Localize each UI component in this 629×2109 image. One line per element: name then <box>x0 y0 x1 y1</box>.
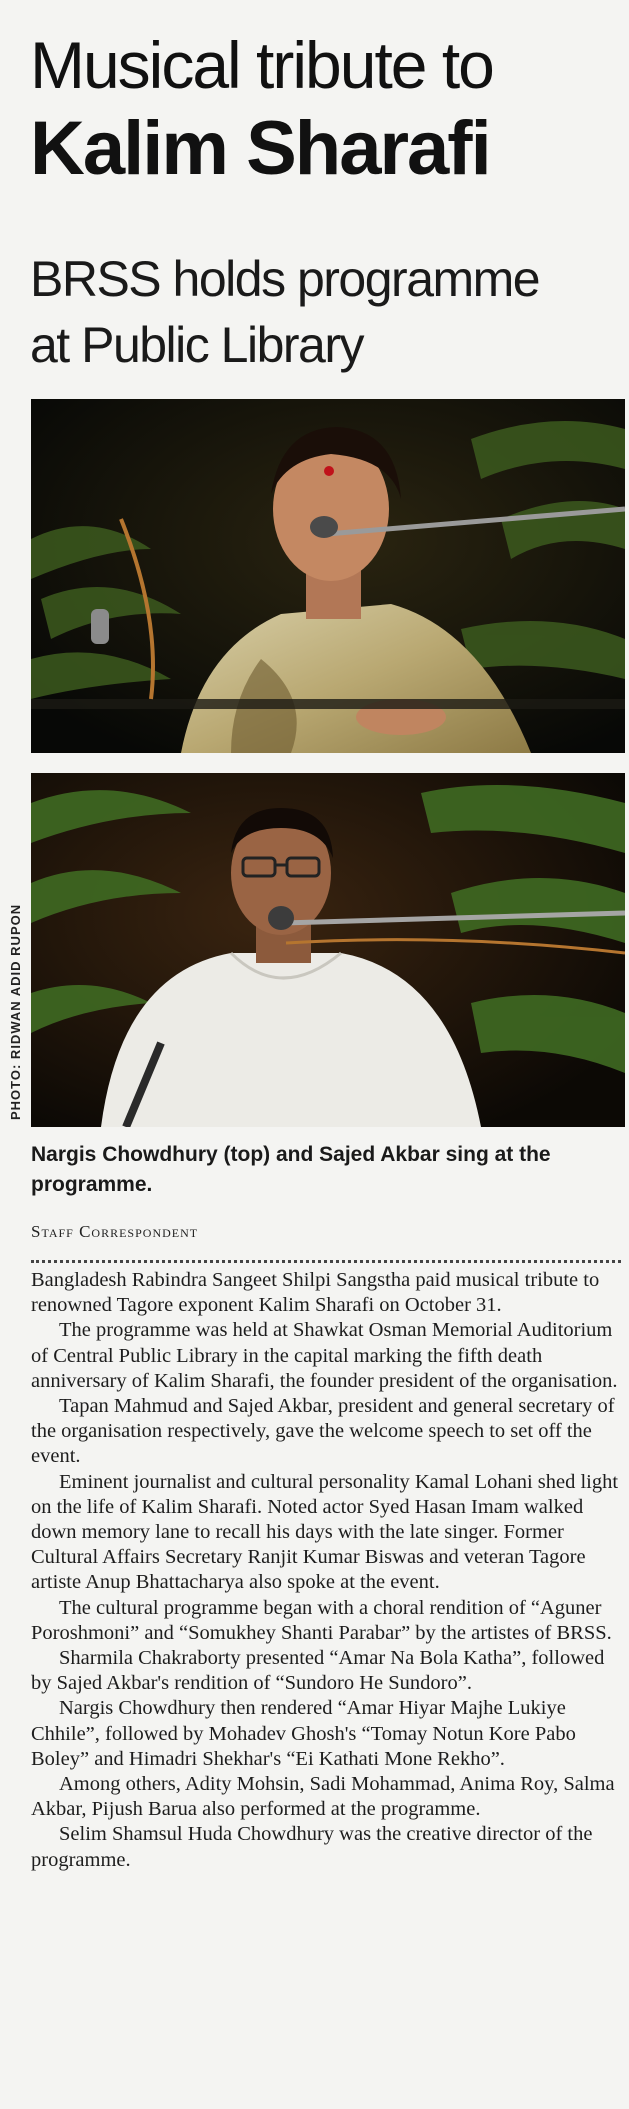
subheadline: BRSS holds programme at Public Library <box>30 251 540 373</box>
dotted-divider <box>31 1260 621 1263</box>
photo-nargis-chowdhury <box>31 399 625 753</box>
byline: Staff Correspondent <box>31 1222 199 1241</box>
headline <box>30 26 629 194</box>
article-paragraph: Eminent journalist and cultural personality Kamal Lohani shed light on the life of Kalim Sharafi. Noted actor Syed Hasan Imam walked down memory lane to recall his days with the late singer. Former Cultural Affairs Secretary Ranjit Kumar Biswas and veteran Tagore artiste Anup Bhattacharya also spoke at the event. <box>31 1470 619 1594</box>
article-paragraph: Sharmila Chakraborty presented “Amar Na Bola Katha”, followed by Sajed Akbar's rendition of “Sundoro He Sundoro”. <box>31 1647 605 1695</box>
article-paragraph: The cultural programme began with a choral rendition of “Aguner Poroshmoni” and “Somukhey Shanti Parabar” by the artistes of BRSS. <box>31 1596 612 1644</box>
article-paragraph: The programme was held at Shawkat Osman Memorial Auditorium of Central Public Library in the capital marking the fifth death anniversary of Kalim Sharafi, the founder president of the organisation. <box>31 1319 618 1392</box>
article-paragraph: Tapan Mahmud and Sajed Akbar, president and general secretary of the organisation respectively, gave the welcome speech to set off the event. <box>31 1395 615 1468</box>
article-body <box>31 1268 621 1873</box>
photo-credit: PHOTO: RIDWAN ADID RUPON <box>8 903 23 1120</box>
article-paragraph: Bangladesh Rabindra Sangeet Shilpi Sangstha paid musical tribute to renowned Tagore exponent Kalim Sharafi on October 31. <box>31 1269 600 1317</box>
article-paragraph: Selim Shamsul Huda Chowdhury was the creative director of the programme. <box>31 1823 593 1871</box>
headline-line-2: Kalim Sharafi <box>30 106 490 191</box>
article-paragraph: Nargis Chowdhury then rendered “Amar Hiyar Majhe Lukiye Chhile”, followed by Mohadev Ghosh's “Tomay Notun Kore Pabo Boley” and Himadri Shekhar's “Ei Kathati Mone Rekho”. <box>31 1697 576 1770</box>
photo-nargis-chowdhury-image <box>31 399 625 753</box>
photo-sajed-akbar <box>31 773 625 1127</box>
photo-sajed-akbar-image <box>31 773 625 1127</box>
headline-line-1: Musical tribute to <box>30 28 493 102</box>
article-paragraph: Among others, Adity Mohsin, Sadi Mohammad, Anima Roy, Salma Akbar, Pijush Barua also performed at the programme. <box>31 1773 615 1821</box>
photo-caption: Nargis Chowdhury (top) and Sajed Akbar sing at the programme. <box>31 1143 551 1196</box>
